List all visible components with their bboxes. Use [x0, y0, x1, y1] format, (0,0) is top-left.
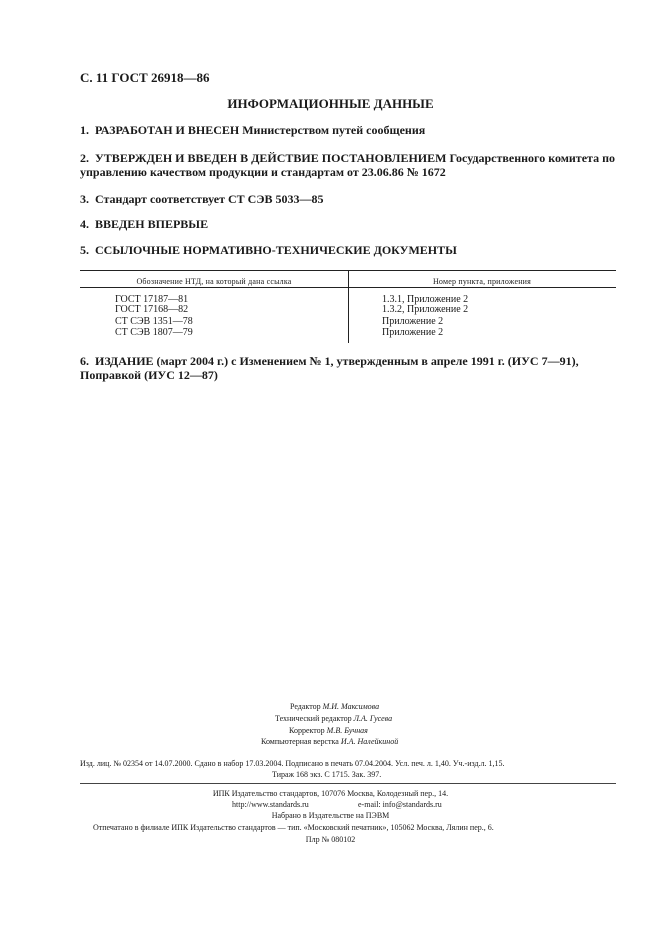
imprint-label: Компьютерная верстка [261, 737, 341, 746]
table-cell-ntd: СТ СЭВ 1807—79 [115, 327, 193, 338]
item-text: ВВЕДЕН ВПЕРВЫЕ [95, 217, 209, 231]
item-normal-text: Министерством путей сообщения [239, 123, 426, 137]
item-line-2: управлению качеством продукции и стандартам от 23.06.86 № 1672 [80, 165, 446, 179]
table-cell-ntd: ГОСТ 17168—82 [115, 304, 189, 315]
table-header-ntd: Обозначение НТД, на который дана ссылка [136, 277, 292, 286]
imprint-layout [261, 736, 398, 747]
item-bold-text: РАЗРАБОТАН И ВНЕСЕН [95, 123, 240, 137]
item-text: Стандарт соответствует СТ СЭВ 5033—85 [95, 192, 324, 206]
publisher-website: http://www.standards.ru [232, 800, 309, 809]
imprint-editor [290, 701, 379, 712]
item-text: ССЫЛОЧНЫЕ НОРМАТИВНО-ТЕХНИЧЕСКИЕ ДОКУМЕНТЫ [95, 243, 457, 257]
section-title: ИНФОРМАЦИОННЫЕ ДАННЫЕ [227, 96, 434, 111]
imprint-label: Технический редактор [275, 714, 354, 723]
info-item-2-continued [80, 165, 446, 179]
imprint-name: Л.А. Гусева [353, 714, 393, 723]
table-header-rule [80, 287, 616, 288]
info-item-4 [80, 217, 208, 231]
item-number: 2. [80, 151, 89, 165]
item-number: 1. [80, 123, 89, 137]
item-line-1: ИЗДАНИЕ (март 2004 г.) с Изменением № 1, утвержденным в апреле 1991 г. (ИУС 7—91), [95, 354, 579, 368]
info-item-6-continued [80, 368, 218, 382]
item-number: 4. [80, 217, 89, 231]
item-number: 6. [80, 354, 89, 368]
imprint-name: М.И. Максимова [322, 702, 380, 711]
imprint-name: И.А. Налейкиной [340, 737, 399, 746]
table-cell-clause: 1.3.1, Приложение 2 [382, 294, 469, 305]
imprint-label: Редактор [290, 702, 323, 711]
info-item-6 [80, 354, 579, 368]
table-cell-clause: Приложение 2 [382, 327, 444, 338]
license-line-2: Тираж 168 экз. С 1715. Зак. 397. [272, 770, 382, 779]
imprint-corrector [289, 725, 368, 736]
info-item-2 [80, 151, 615, 165]
item-number: 3. [80, 192, 89, 206]
item-number: 5. [80, 243, 89, 257]
license-line-1: Изд. лиц. № 02354 от 14.07.2000. Сдано в набор 17.03.2004. Подписано в печать 07.04.2004. Усл. печ. л. 1,40. Уч.-изд.л. 1,15. [80, 759, 505, 768]
table-cell-ntd: ГОСТ 17187—81 [115, 294, 189, 305]
page-header: С. 11 ГОСТ 26918—86 [80, 70, 210, 85]
typeset-note: Набрано в Издательстве на ПЭВМ [271, 811, 390, 820]
publisher-address: ИПК Издательство стандартов, 107076 Москва, Колодезный пер., 14. [212, 789, 449, 798]
info-item-3 [80, 192, 323, 206]
table-cell-clause: Приложение 2 [382, 316, 444, 327]
table-header-clause: Номер пункта, приложения [432, 277, 532, 286]
publisher-email: e-mail: info@standards.ru [358, 800, 442, 809]
table-cell-clause: 1.3.2, Приложение 2 [382, 304, 469, 315]
item-line-1: УТВЕРЖДЕН И ВВЕДЕН В ДЕЙСТВИЕ ПОСТАНОВЛЕНИЕМ Государственного комитета по [95, 151, 615, 165]
plr-number: Плр № 080102 [305, 835, 356, 844]
imprint-divider [80, 783, 616, 784]
item-line-2: Поправкой (ИУС 12—87) [80, 368, 218, 382]
imprint-name: М.В. Бучная [326, 726, 368, 735]
info-item-1 [80, 123, 425, 137]
table-cell-ntd: СТ СЭВ 1351—78 [115, 316, 193, 327]
printed-note: Отпечатано в филиале ИПК Издательство стандартов — тип. «Московский печатник», 105062 Москва, Лялин пер., 6. [93, 823, 494, 832]
imprint-label: Корректор [289, 726, 327, 735]
imprint-tech-editor [275, 713, 392, 724]
info-item-5 [80, 243, 457, 257]
